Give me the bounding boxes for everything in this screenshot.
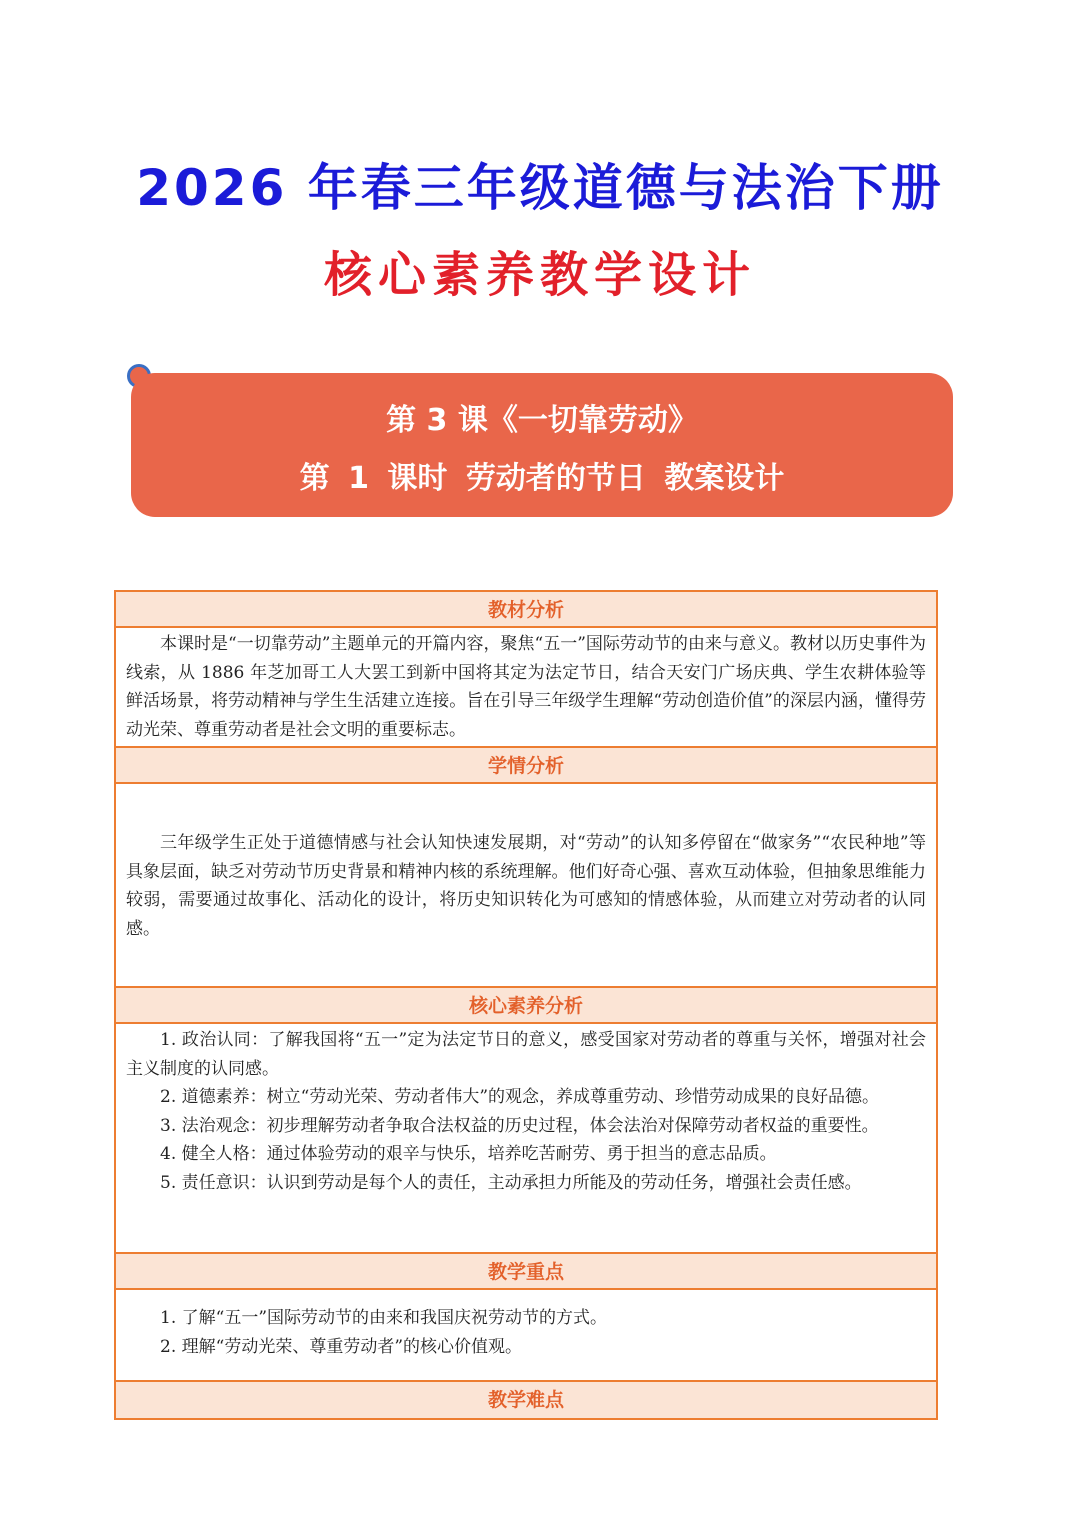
section-heading-textbook-analysis: 教材分析 [116, 592, 936, 628]
core-literacy-item: 5. 责任意识：认识到劳动是每个人的责任，主动承担力所能及的劳动任务，增强社会责任感。 [160, 1172, 862, 1193]
lesson-title: 第 3 课《一切靠劳动》 [386, 403, 698, 438]
section-heading-core-literacy: 核心素养分析 [116, 988, 936, 1024]
teaching-focus-item: 1. 了解“五一”国际劳动节的由来和我国庆祝劳动节的方式。 [160, 1308, 608, 1328]
lesson-period: 第 1 课时 劳动者的节日 教案设计 [299, 461, 785, 496]
section-heading-teaching-difficulty: 教学难点 [116, 1382, 936, 1418]
document-subtitle: 核心素养教学设计 [323, 247, 756, 303]
lesson-banner [131, 373, 953, 517]
core-literacy-item: 2. 道德素养：树立“劳动光荣、劳动者伟大”的观念，养成尊重劳动、珍惜劳动成果的良好品德。 [160, 1087, 880, 1107]
teaching-focus-item: 2. 理解“劳动光荣、尊重劳动者”的核心价值观。 [160, 1336, 523, 1357]
lesson-plan-table [114, 590, 938, 1420]
student-analysis-paragraph: 三年级学生正处于道德情感与社会认知快速发展期，对“劳动”的认知多停留在“做家务”“农民种地”等具象层面，缺乏对劳动节历史背景和精神内核的系统理解。他们好奇心强、喜欢互动体验，但抽象思维能力较弱，需要通过故事化、活动化的设计，将历史知识转化为可感知的情感体验，从而建立对劳动者的认同感。 [126, 833, 926, 939]
core-literacy-item: 1. 政治认同：了解我国将“五一”定为法定节日的意义，感受国家对劳动者的尊重与关怀，增强对社会主义制度的认同感。 [126, 1030, 926, 1079]
core-literacy-item: 3. 法治观念：初步理解劳动者争取合法权益的历史过程，体会法治对保障劳动者权益的重要性。 [160, 1115, 879, 1136]
section-body-student-analysis [116, 784, 936, 988]
core-literacy-item: 4. 健全人格：通过体验劳动的艰辛与快乐，培养吃苦耐劳、勇于担当的意志品质。 [160, 1144, 777, 1164]
section-heading-student-analysis: 学情分析 [116, 748, 936, 784]
section-body-core-literacy [116, 1024, 936, 1254]
textbook-analysis-paragraph: 本课时是“一切靠劳动”主题单元的开篇内容，聚焦“五一”国际劳动节的由来与意义。教材以历史事件为线索，从 1886 年芝加哥工人大罢工到新中国将其定为法定节日，结合天安门广场庆典、学生农耕体验等鲜活场景，将劳动精神与学生生活建立连接。旨在引导三年级学生理解“劳动创造价值”的深层内涵，懂得劳动光荣、尊重劳动者是社会文明的重要标志。 [126, 634, 926, 740]
section-body-textbook-analysis [116, 628, 936, 748]
document-title: 2026 年春三年级道德与法治下册 [136, 159, 944, 217]
section-heading-teaching-focus: 教学重点 [116, 1254, 936, 1290]
section-body-teaching-focus [116, 1290, 936, 1382]
